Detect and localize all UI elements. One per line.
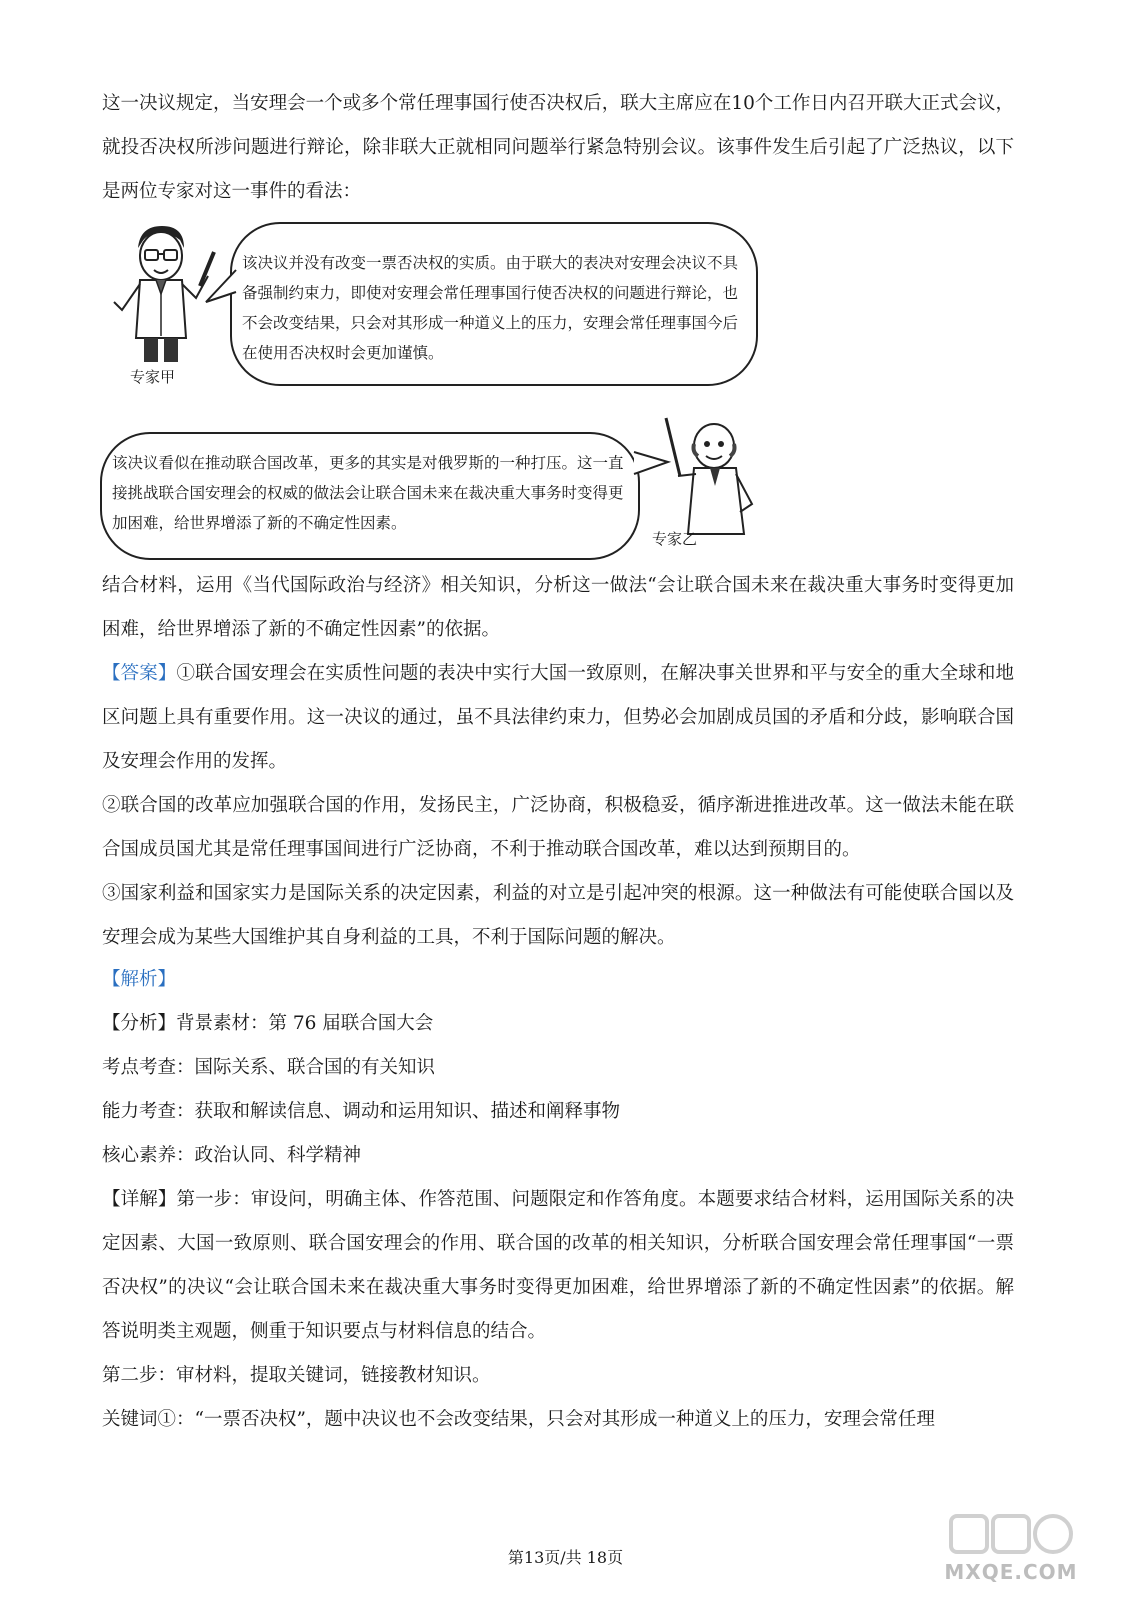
expert-b-quote: 该决议看似在推动联合国改革，更多的其实是对俄罗斯的一种打压。这一直接挑战联合国安理会的权威的做法会让联合国未来在裁决重大事务时变得更加困难，给世界增添了新的不确定性因素。 xyxy=(112,454,624,532)
analysis-keyword1: 关键词①：“一票否决权”，题中决议也不会改变结果，只会对其形成一种道义上的压力，安理会常任理 xyxy=(102,1409,935,1430)
analysis-kaodian: 考点考查：国际关系、联合国的有关知识 xyxy=(102,1057,436,1078)
bubble-a-pointer xyxy=(204,268,238,312)
expert-b-label: 专家乙 xyxy=(652,530,698,548)
analysis-nengli: 能力考查：获取和解读信息、调动和运用知识、描述和阐释事物 xyxy=(102,1101,621,1122)
analysis-step2: 第二步：审材料，提取关键词，链接教材知识。 xyxy=(102,1365,491,1386)
expert-a-illustration xyxy=(100,218,220,368)
intro-paragraph: 这一决议规定，当安理会一个或多个常任理事国行使否决权后，联大主席应在10个工作日内召开联大正式会议，就投否决权所涉问题进行辩论，除非联大正就相同问题举行紧急特别会议。该事件发生后引起了广泛热议，以下是两位专家对这一事件的看法： xyxy=(102,93,1014,202)
watermark-icon xyxy=(941,1510,1081,1560)
answer-paragraph-1 xyxy=(102,652,1014,784)
expert-a-quote: 该决议并没有改变一票否决权的实质。由于联大的表决对安理会决议不具备强制约束力，即使对安理会常任理事国行使否决权的问题进行辩论，也不会改变结果，只会对其形成一种道义上的压力，安理会常任理事国今后在使用否决权时会更加谨慎。 xyxy=(242,254,739,362)
answer-paragraph-3: ③国家利益和国家实力是国际关系的决定因素，利益的对立是引起冲突的根源。这一种做法有可能使联合国以及安理会成为某些大国维护其自身利益的工具，不利于国际问题的解决。 xyxy=(102,883,1014,948)
question-paragraph: 结合材料，运用《当代国际政治与经济》相关知识，分析这一做法“会让联合国未来在裁决重大事务时变得更加困难，给世界增添了新的不确定性因素”的依据。 xyxy=(102,575,1014,640)
expert-b-illustration xyxy=(656,416,766,546)
watermark-text: MXQE.COM xyxy=(944,1560,1078,1584)
answer-paragraph-2: ②联合国的改革应加强联合国的作用，发扬民主，广泛协商，积极稳妥，循序渐进推进改革。这一做法未能在联合国成员国尤其是常任理事国间进行广泛协商，不利于推动联合国改革，难以达到预期目的。 xyxy=(102,795,1014,860)
watermark-logo xyxy=(941,1510,1081,1590)
page-number: 第13页/共 18页 xyxy=(507,1548,624,1567)
answer-tag: 【答案】 xyxy=(102,663,177,684)
answer-point-1: ①联合国安理会在实质性问题的表决中实行大国一致原则，在解决事关世界和平与安全的重大全球和地区问题上具有重要作用。这一决议的通过，虽不具法律约束力，但势必会加剧成员国的矛盾和分歧，影响联合国及安理会作用的发挥。 xyxy=(102,663,1014,772)
expert-a-label: 专家甲 xyxy=(130,368,176,386)
analysis-detail: 【详解】第一步：审设问，明确主体、作答范围、问题限定和作答角度。本题要求结合材料，运用国际关系的决定因素、大国一致原则、联合国安理会的作用、联合国的改革的相关知识，分析联合国安理会常任理事国“一票否决权”的决议“会让联合国未来在裁决重大事务时变得更加困难，给世界增添了新的不确定性因素”的依据。解答说明类主观题，侧重于知识要点与材料信息的结合。 xyxy=(102,1189,1014,1342)
analysis-tag: 【解析】 xyxy=(102,969,177,990)
analysis-suyang: 核心素养：政治认同、科学精神 xyxy=(102,1145,362,1166)
analysis-background: 【分析】背景素材：第 76 届联合国大会 xyxy=(102,1013,434,1034)
